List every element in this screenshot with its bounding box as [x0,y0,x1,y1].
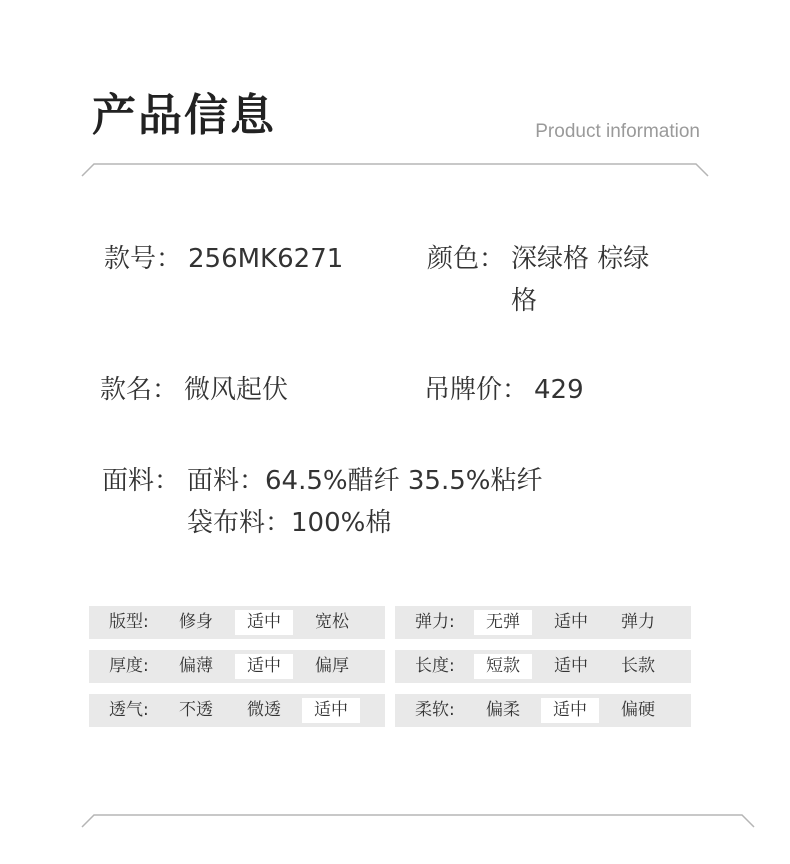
fabric-field [102,460,662,544]
attr-breathability [89,694,385,727]
attr-label: 柔软: [415,700,455,720]
attr-label: 弹力: [415,612,455,632]
attr-label: 版型: [109,612,149,632]
attr-option: 修身 [179,612,213,632]
fabric-line-2: 袋布料：100%棉 [187,508,392,538]
attr-option: 适中 [554,612,588,632]
attr-option: 不透 [179,700,213,720]
fabric-line-1: 面料：64.5%醋纤 35.5%粘纤 [187,466,543,496]
attr-option: 偏硬 [621,700,655,720]
attr-thickness [89,650,385,683]
attr-label: 厚度: [109,656,149,676]
attr-option: 长款 [621,656,655,676]
style-number-value: 256MK6271 [188,244,344,274]
attr-option: 适中 [554,656,588,676]
fabric-label: 面料： [102,466,181,496]
price-label: 吊牌价： [424,375,529,405]
attr-option-selected: 适中 [541,698,599,723]
style-name-field [100,369,400,411]
attr-option-selected: 适中 [235,610,293,635]
style-number-field [104,238,404,280]
attr-option-selected: 适中 [235,654,293,679]
price-value: 429 [534,375,584,405]
style-number-label: 款号： [104,244,183,274]
attr-elasticity [395,606,691,639]
attr-option: 偏柔 [486,700,520,720]
style-name-label: 款名： [100,375,179,405]
top-divider [0,160,790,180]
color-label: 颜色： [427,244,506,274]
page-title: 产品信息 [92,90,276,141]
style-name-value: 微风起伏 [184,375,289,405]
attr-label: 透气: [109,700,149,720]
attr-option: 宽松 [315,612,349,632]
color-value: 深绿格 棕绿格 [511,244,650,316]
attr-label: 长度: [415,656,455,676]
attr-fit [89,606,385,639]
page-subtitle: Product information [535,121,700,142]
attr-option: 微透 [247,700,281,720]
attr-softness [395,694,691,727]
bottom-divider [0,810,790,830]
attr-option-selected: 短款 [474,654,532,679]
attr-option: 偏厚 [315,656,349,676]
attr-option-selected: 无弹 [474,610,532,635]
attr-option-selected: 适中 [302,698,360,723]
attr-option: 偏薄 [179,656,213,676]
attr-length [395,650,691,683]
price-field [424,369,704,411]
attr-option: 弹力 [621,612,655,632]
color-field [427,238,707,322]
